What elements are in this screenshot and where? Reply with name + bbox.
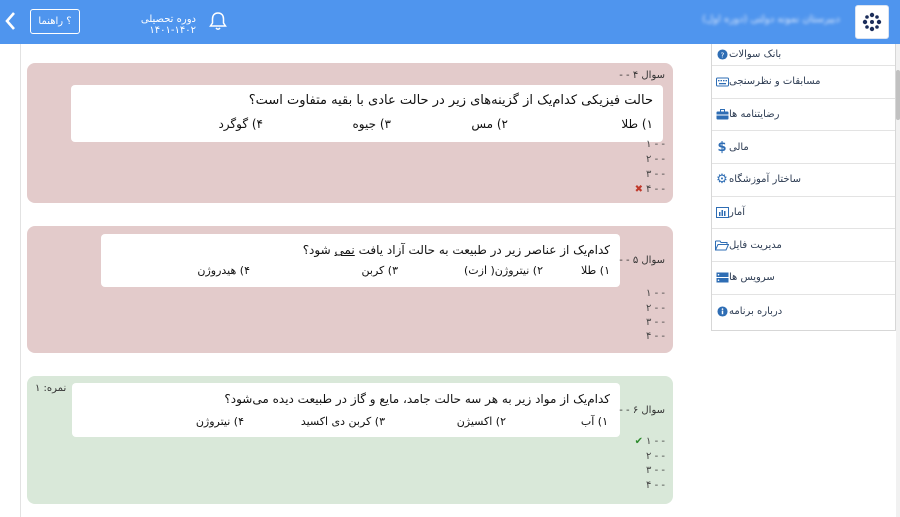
sidebar-item-school-structure[interactable] (712, 164, 895, 197)
question-number: سوال ۵ - - (619, 255, 665, 266)
answer-row-1 (646, 288, 665, 299)
top-bar (0, 0, 900, 44)
answer-row-3 (646, 169, 665, 180)
gear-icon: ⚙ (716, 172, 728, 188)
sidebar-item-question-bank[interactable] (712, 44, 895, 66)
sidebar-item-label: درباره برنامه (729, 305, 783, 317)
answer-label: ۳ - - (646, 317, 665, 328)
answer-row-4 (646, 480, 665, 491)
svg-text:?: ? (720, 50, 724, 60)
answer-label: ۲ - - (646, 154, 665, 165)
sidebar-item-label: رضایتنامه ها (729, 109, 780, 121)
sidebar-item-label: ساختار آموزشگاه (729, 174, 801, 186)
answer-label: ۱ - - (646, 139, 665, 150)
sidebar-item-about[interactable] (712, 295, 895, 328)
option-2: ۲) اکسیژن (456, 415, 506, 428)
sidebar-item-label: آمار (729, 207, 746, 219)
back-arrow-icon[interactable] (4, 11, 20, 33)
question-number: سوال ۶ - - (619, 405, 665, 416)
answer-label: ۳ - - (646, 169, 665, 180)
answer-label: ۲ - - (646, 451, 665, 462)
scrollbar-thumb[interactable] (896, 70, 900, 120)
answer-row-2 (646, 303, 665, 314)
answer-row-1 (646, 139, 665, 150)
question-text: حالت فیزیکی کدام‌یک از گزینه‌های زیر در حالت عادی با بقیه متفاوت است؟ (248, 93, 653, 108)
sidebar-item-finance[interactable] (712, 131, 895, 164)
bar-chart-icon (715, 206, 729, 220)
sidebar-item-services[interactable] (712, 262, 895, 295)
question-box (71, 85, 663, 142)
sidebar-item-label: مالی (729, 141, 749, 153)
question-box (101, 234, 620, 287)
option-1: ۱) طلا (580, 264, 610, 277)
option-4: ۴) گوگرد (218, 117, 263, 131)
option-4: ۴) هیدروژن (197, 264, 250, 277)
option-1: ۱) آب (580, 415, 608, 428)
sidebar-item-label: بانک سوالات (729, 49, 782, 60)
info-circle-icon (715, 304, 729, 318)
sidebar-item-statistics[interactable] (712, 197, 895, 230)
option-3: ۳) کربن (361, 264, 398, 277)
answer-row-2 (646, 451, 665, 462)
school-name: دبیرستان نمونه دولتی (دوره اول) (702, 14, 840, 25)
question-box (72, 383, 620, 437)
sidebar-item-label: مسابقات و نظرسنجی (729, 76, 821, 88)
option-2: ۲) نیتروژن( ازت) (464, 264, 543, 277)
folder-open-icon (715, 238, 729, 252)
answer-label: ۴ - - (646, 331, 665, 342)
answer-label: ۱ - - (646, 436, 665, 447)
help-button[interactable]: ؟ راهنما (30, 9, 80, 34)
question-number: سوال ۴ - - (619, 70, 665, 81)
question-text: کدام‌یک از مواد زیر به هر سه حالت جامد، مایع و گاز در طبیعت دیده می‌شود؟ (224, 392, 610, 406)
answer-row-1 (635, 436, 665, 447)
briefcase-icon (715, 108, 729, 122)
answer-row-2 (646, 154, 665, 165)
score-label: نمره: ۱ (35, 383, 67, 394)
bell-icon[interactable] (207, 10, 229, 32)
sidebar-item-label: مدیریت فایل (729, 239, 782, 251)
option-4: ۴) نیتروژن (195, 415, 244, 428)
question-text-part: کدام‌یک از عناصر زیر در طبیعت به حالت آزاد یافت (354, 243, 610, 257)
option-3: ۳) کربن دی اکسید (300, 415, 385, 428)
question-text-part: شود؟ (302, 243, 335, 257)
content-divider (20, 44, 21, 517)
question-card-4 (27, 63, 673, 203)
question-card-6 (27, 376, 673, 504)
academic-period[interactable]: دوره تحصیلی ۱۴۰۲-۱۴۰۱ (140, 14, 196, 36)
keyboard-icon (715, 75, 729, 89)
question-card-5 (27, 226, 673, 353)
option-3: ۳) جیوه (352, 117, 391, 131)
sidebar-item-label: سرویس ها (729, 272, 775, 284)
school-logo[interactable] (855, 5, 889, 39)
sidebar-menu (711, 44, 896, 331)
sidebar-item-file-management[interactable] (712, 229, 895, 262)
answer-label: ۲ - - (646, 303, 665, 314)
question-circle-icon (715, 48, 729, 62)
question-text-emphasis: نمی (334, 243, 355, 257)
answer-row-4 (646, 331, 665, 342)
answer-row-4 (635, 184, 665, 195)
server-icon (715, 271, 729, 285)
wrong-mark-icon: ✖ (634, 184, 644, 195)
sidebar-item-competitions[interactable] (712, 66, 895, 99)
option-2: ۲) مس (471, 117, 508, 131)
option-1: ۱) طلا (621, 117, 653, 131)
sidebar-item-consent-forms[interactable] (712, 99, 895, 132)
answer-row-3 (646, 465, 665, 476)
answer-label: ۱ - - (646, 288, 665, 299)
answer-label: ۳ - - (646, 465, 665, 476)
answer-row-3 (646, 317, 665, 328)
answer-label: ۴ - - (646, 184, 665, 195)
question-text (303, 243, 610, 257)
correct-mark-icon: ✔ (634, 436, 644, 447)
dollar-icon: $ (717, 139, 727, 155)
answer-label: ۴ - - (646, 480, 665, 491)
